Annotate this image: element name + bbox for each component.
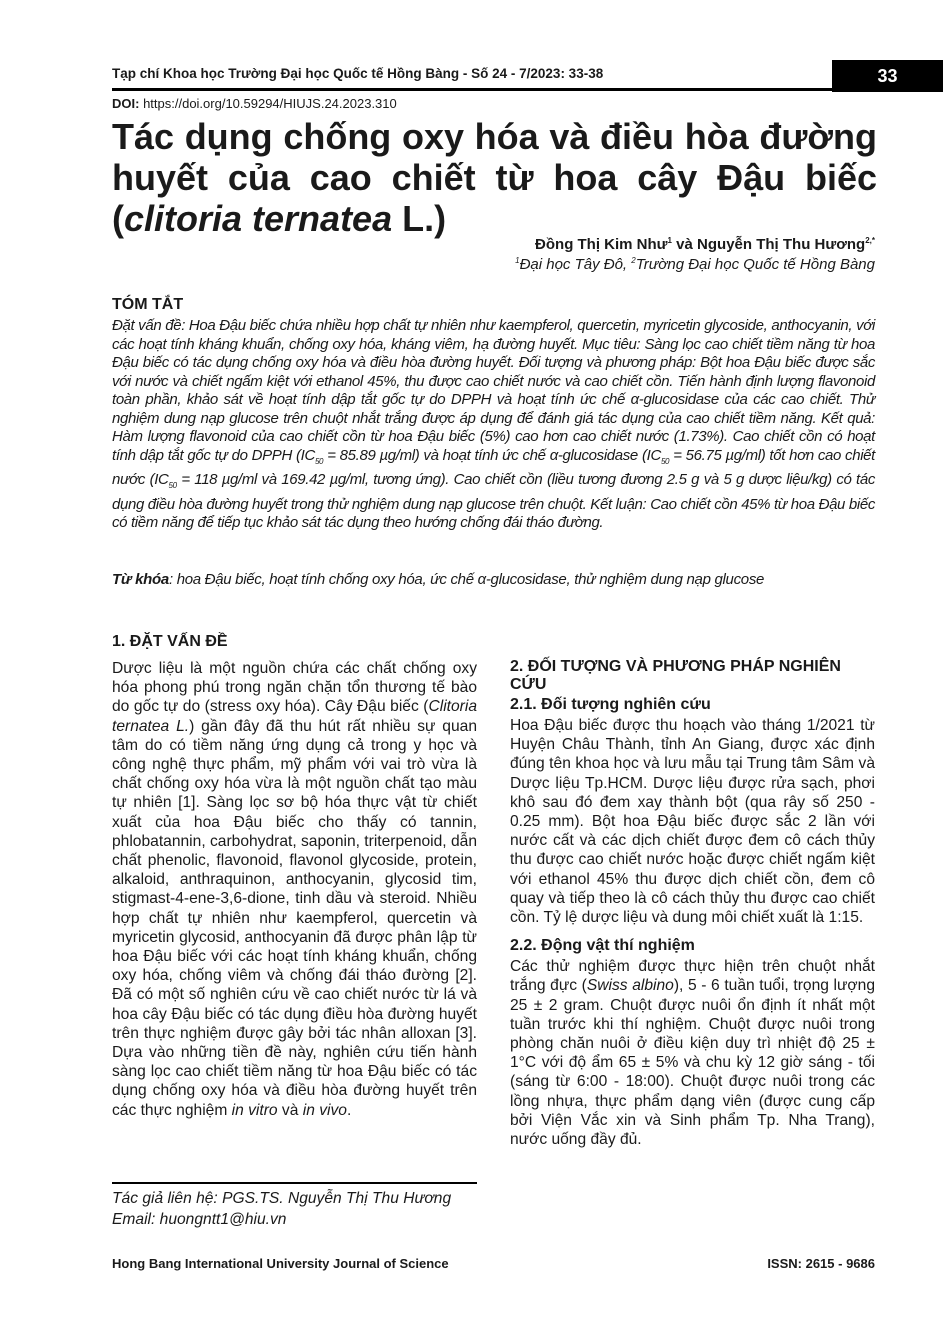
paper-title	[112, 116, 877, 239]
text: Các thử nghiệm được thực hiện trên chuột nhắt trắng đực (	[510, 958, 875, 995]
doi-link[interactable]: https://doi.org/10.59294/HIUJS.24.2023.310	[139, 96, 397, 111]
abstract-part: = 56.75 µg/ml) tốt hơn cao chiết nước (IC	[112, 446, 875, 488]
text: và	[277, 1101, 303, 1119]
subscript: 50	[660, 456, 670, 466]
title-paren: (	[112, 198, 124, 239]
subscript: 50	[168, 481, 177, 490]
author-1-sup: 1	[667, 236, 672, 245]
page-number: 33	[832, 60, 943, 92]
species-name: Clitoria ternatea L.	[112, 698, 477, 735]
section-2-2-paragraph	[510, 957, 875, 1149]
contact-email[interactable]: Email: huongntt1@hiu.vn	[112, 1211, 287, 1228]
affiliations	[515, 256, 875, 273]
italic-term: in vivo	[302, 1101, 347, 1119]
footer-journal: Hong Bang International University Journal of Science	[112, 1256, 449, 1271]
aff-2-sup: 2	[631, 256, 636, 265]
author-1: Đồng Thị Kim Như	[535, 236, 668, 253]
text: ) gần đây đã thu hút rất nhiều sự quan tâm do có tiềm năng ứng dụng cả trong y học và công nghệ thực phẩm, mỹ phẩm với vai trò vừa là chất chống oxy hóa vừa là một nguồn chất tạo màu tự nhiên [1]. Sàng lọc sơ bộ hóa thực vật từ chiết xuất của hoa Đậu biếc cho thấy có tannin, phlobatannin, carbohydrat, saponin, triterpenoid, dẫn chất phenolic, flavonoid, flavonol glycoside, protein, alkaloid, anthraquinon, anthocyanin, glycosid tim, stigmast-4-ene-3,6-dione, tinh dầu và steroid. Nhiều hợp chất tự nhiên như kaempferol, quercetin và myricetin glycosid, anthocyanin đã được phân lập từ hoa Đậu biếc với các hoạt tính kháng khuẩn, chống oxy hóa, chống viêm và chống đái tháo đường [2]. Đã có một số nghiên cứu về cao chiết nước từ lá và hoa cây Đậu biếc có tác dụng điều hòa đường huyết trên thực nghiệm được gây bởi tác nhân alloxan [3]. Dựa vào những tiền đề này, nghiên cứu tiến hành sàng lọc cao chiết tiềm năng từ hoa Đậu biếc có tác dụng chống oxy hóa và điều hòa đường huyết trên các thực nghiệm	[112, 717, 477, 1119]
section-2-1-paragraph: Hoa Đậu biếc được thu hoạch vào tháng 1/2021 từ Huyện Châu Thành, tỉnh An Giang, được xác định đúng tên khoa học và lưu mẫu tại Trung tâm Sâm và Dược liệu Tp.HCM. Dược liệu được rửa sạch, phơi khô sau đó đem xay thành bột (qua rây số 250 - 0.25 mm). Bột hoa Đậu biếc được sắc 2 lần với nước cất và các dịch chiết được đem cô cách thủy thu được cao chiết nước hoặc được chiết ngấm kiệt với ethanol 45% thu được dịch chiết cồn, đem cô quay và tiếp theo là cô cách thủy thu được cao chiết cồn. Tỷ lệ dược liệu và dung môi chiết xuất là 1:15.	[510, 717, 875, 927]
footer-issn: ISSN: 2615 - 9686	[767, 1256, 875, 1271]
text: ), 5 - 6 tuần tuổi, trọng lượng 25 ± 2 gram. Chuột được nuôi ổn định ít nhất một tuần trước khi thí nghiệm. Chuột được nuôi trong phòng chăn nuôi ở điều kiện duy trì nhiệt độ 25 ± 1°C với độ ẩm 65 ± 5% và chu kỳ 12 giờ sáng - tối (sáng từ 6:00 - 18:00). Chuột được nuôi trong các lồng nhựa, thực phẩm dạng viên (được cung cấp bởi Viện Vắc xin và Sinh phẩm Tp. Nha Trang), nước uống đầy đủ.	[510, 977, 876, 1149]
affiliation-2: Trường Đại học Quốc tế Hồng Bàng	[635, 256, 875, 273]
section-1-paragraph	[112, 659, 477, 1120]
authors	[535, 236, 875, 253]
doi-line	[112, 96, 397, 111]
section-2-2-heading: 2.2. Động vật thí nghiệm	[510, 937, 695, 955]
text: .	[346, 1101, 352, 1119]
keywords-label: Từ khóa	[112, 571, 169, 588]
abstract-text	[112, 317, 875, 533]
species-name: Swiss albino	[586, 977, 674, 995]
abstract-part: = 85.89 µg/ml) và hoạt tính ức chế α-glucosidase (IC	[323, 446, 661, 464]
contact-divider	[112, 1182, 477, 1184]
section-1-heading: 1. ĐẶT VẤN ĐỀ	[112, 633, 228, 650]
author-2: Nguyễn Thị Thu Hương	[697, 236, 866, 253]
section-2-1-heading: 2.1. Đối tượng nghiên cứu	[510, 696, 711, 713]
left-column	[112, 633, 477, 1120]
keywords-text: : hoa Đậu biếc, hoạt tính chống oxy hóa, ức chế α-glucosidase, thử nghiệm dung nạp glucose	[168, 571, 765, 588]
title-suffix: L.)	[392, 198, 447, 239]
italic-term: in vitro	[231, 1101, 278, 1119]
section-2-heading: 2. ĐỐI TƯỢNG VÀ PHƯƠNG PHÁP NGHIÊN CỨU	[510, 658, 841, 693]
journal-header: Tạp chí Khoa học Trường Đại học Quốc tế Hồng Bàng - Số 24 - 7/2023: 33-38	[112, 66, 604, 81]
keywords	[112, 571, 875, 590]
subscript: 50	[314, 456, 324, 466]
affiliation-1: Đại học Tây Đô,	[519, 256, 632, 273]
title-text: Tác dụng chống oxy hóa và điều hòa đường huyết của cao chiết từ hoa cây Đậu biếc	[112, 116, 877, 198]
title-species: clitoria ternatea	[124, 198, 393, 239]
contact-info	[112, 1188, 451, 1230]
abstract-part: = 118 µg/ml và 169.42 µg/ml, tương ứng). Cao chiết cồn (liều tương đương 2.5 g và 5 g dược liệu/kg) có tác dụng điều hòa đường huyết trong thử nghiệm dung nạp glucose trên chuột. Kết luận: Cao chiết cồn 45% từ hoa Đậu biếc có tiềm năng để tiếp tục khảo sát tác dụng theo hướng chống đái tháo đường.	[112, 471, 876, 531]
text: Dược liệu là một nguồn chứa các chất chống oxy hóa phong phú trong ngăn chặn tổn thương tế bào do gốc tự do (stress oxy hóa). Cây Đậu biếc (	[112, 660, 477, 716]
author-conj: và	[672, 236, 698, 253]
corresponding-author: Tác giả liên hệ: PGS.TS. Nguyễn Thị Thu Hương	[112, 1190, 452, 1207]
abstract-part: Đặt vấn đề: Hoa Đậu biếc chứa nhiều hợp chất tự nhiên như kaempferol, quercetin, myricetin glycoside, anthocyanin, với các hoạt tính kháng khuẩn, chống oxy hóa, kháng viêm, hạ đường huyết. Mục tiêu: Sàng lọc cao chiết tiềm năng từ hoa Đậu biếc có tác dụng chống oxy hóa và điều hòa đường huyết. Đối tượng và phương pháp: Bột hoa Đậu biếc được sắc với nước và chiết ngấm kiệt với ethanol 45%, thu được cao chiết nước và cao chiết cồn. Tiến hành định lượng flavonoid toàn phần, khảo sát về hoạt tính dập tắt gốc tự do DPPH và hoạt tính ức chế α-glucosidase của các cao chiết. Thử nghiệm dung nạp glucose trên chuột nhắt trắng được áp dụng để đánh giá tác dụng của cao chiết tiềm năng. Kết quả: Hàm lượng flavonoid của cao chiết cồn từ hoa Đậu biếc (5%) cao hơn cao chiết nước (1.73%). Cao chiết cồn có hoạt tính dập tắt gốc tự do DPPH (IC	[112, 317, 875, 464]
aff-1-sup: 1	[515, 256, 520, 265]
abstract-heading: TÓM TẮT	[112, 296, 184, 313]
author-2-sup: 2,*	[865, 236, 875, 245]
right-column	[510, 658, 875, 1149]
header-divider	[112, 88, 832, 91]
doi-label: DOI:	[112, 96, 140, 111]
